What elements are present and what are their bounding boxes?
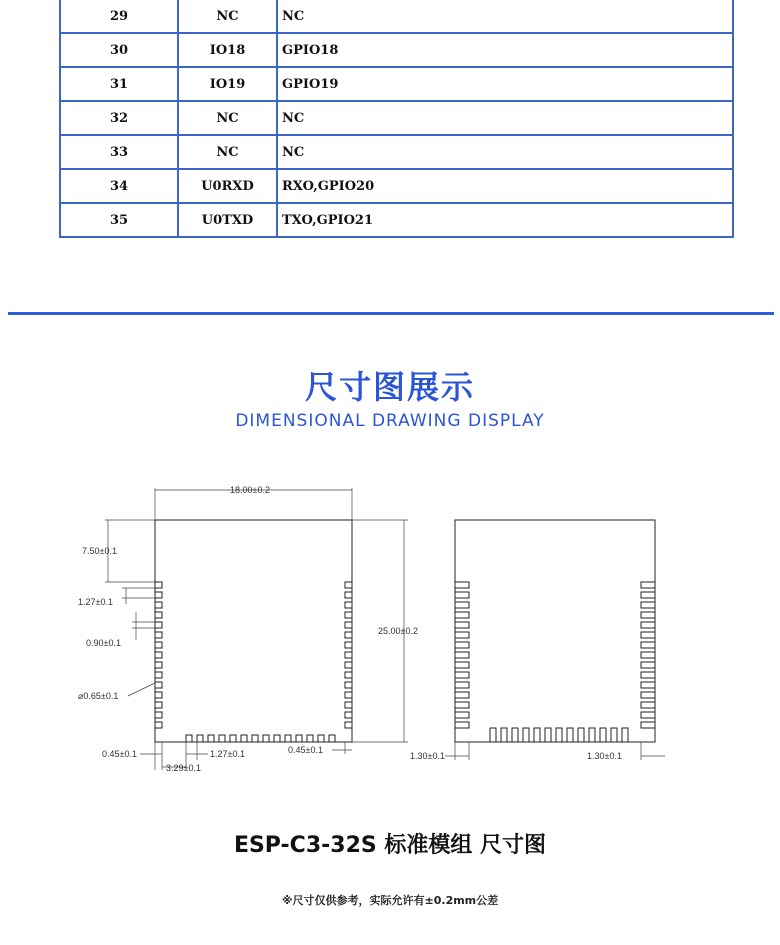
section-divider [8,312,774,315]
back-bottom-pads [490,728,628,742]
table-row [60,169,733,203]
dim-top-offset: 7.50±0.1 [82,546,117,556]
pin-number: 33 [60,135,178,169]
left-pads [155,582,162,728]
dim-pad-width: 0.90±0.1 [86,638,121,648]
pin-function: RXO,GPIO20 [277,169,733,203]
section-subtitle: DIMENSIONAL DRAWING DISPLAY [235,411,545,431]
pin-function: NC [277,135,733,169]
pin-number: 29 [60,0,178,33]
pin-function: NC [277,101,733,135]
drawing-caption: ESP-C3-32S 标准模组 尺寸图 [233,833,547,858]
back-right-pads [641,582,655,728]
dim-back-right: 1.30±0.1 [587,751,622,761]
dim-height: 25.00±0.2 [378,626,418,636]
table-row [60,101,733,135]
bottom-pads [186,735,335,742]
pin-number: 34 [60,169,178,203]
dim-first-pad: 3.29±0.1 [166,763,201,773]
section-title: 尺寸图展示 [304,368,475,406]
pin-name: IO18 [178,33,277,67]
pin-table [59,0,734,238]
table-row [60,135,733,169]
table-row [60,67,733,101]
pin-number: 31 [60,67,178,101]
dim-width: 18.00±0.2 [230,485,270,495]
pin-name: U0RXD [178,169,277,203]
pin-name: NC [178,101,277,135]
pin-name: IO19 [178,67,277,101]
table-row [60,0,733,33]
tolerance-note: ※尺寸仅供参考，实际允许有±0.2mm公差 [281,894,499,907]
dim-edge-left: 0.45±0.1 [102,749,137,759]
pin-number: 32 [60,101,178,135]
pin-function: TXO,GPIO21 [277,203,733,237]
dim-pitch-bottom: 1.27±0.1 [210,749,245,759]
pin-function: GPIO19 [277,67,733,101]
table-row [60,203,733,237]
pin-function: NC [277,0,733,33]
pin-name: NC [178,135,277,169]
dim-edge-right: 0.45±0.1 [288,745,323,755]
module-outline-back [455,520,655,742]
dimension-drawing [60,470,720,790]
pin-name: NC [178,0,277,33]
dim-hole-dia: ⌀0.65±0.1 [78,691,119,701]
table-row [60,33,733,67]
right-pads [345,582,352,728]
pin-number: 35 [60,203,178,237]
back-left-pads [455,582,469,728]
pin-function: GPIO18 [277,33,733,67]
pin-number: 30 [60,33,178,67]
dim-back-left: 1.30±0.1 [410,751,445,761]
module-outline-front [155,520,352,742]
pin-name: U0TXD [178,203,277,237]
dim-pitch-left: 1.27±0.1 [78,597,113,607]
